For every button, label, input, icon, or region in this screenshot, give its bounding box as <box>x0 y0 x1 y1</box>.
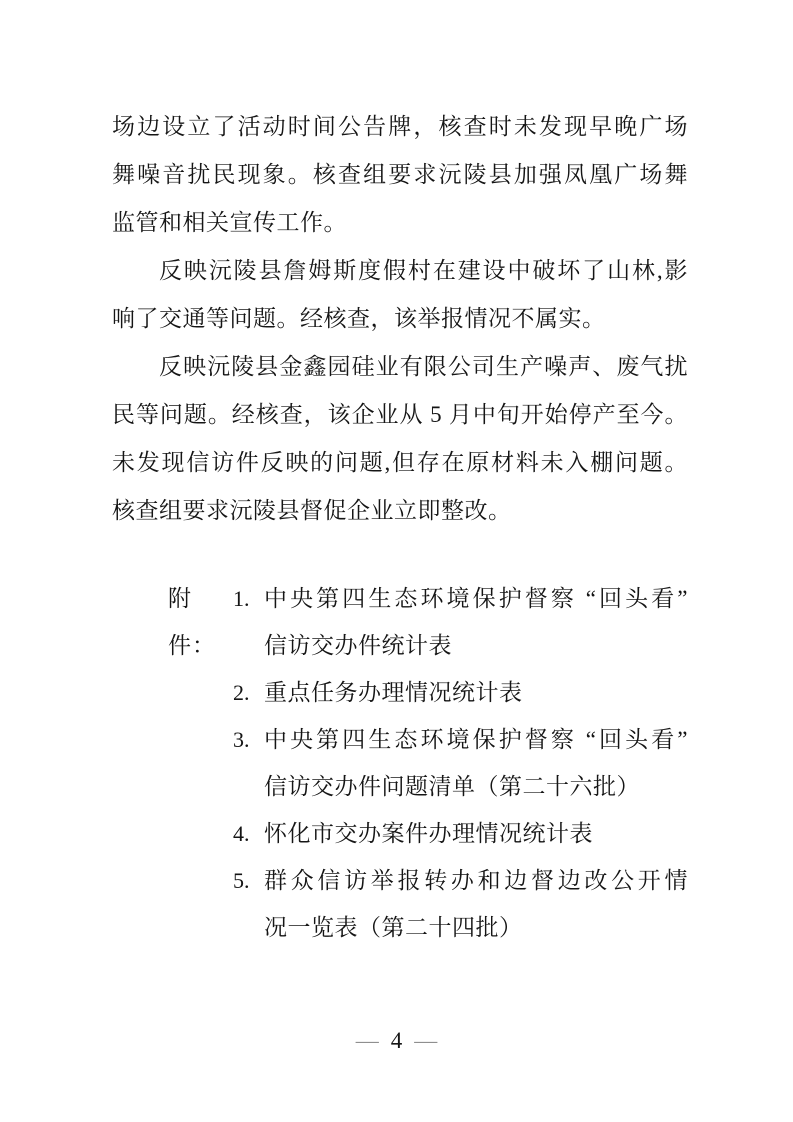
body-line: 监管和相关宣传工作。 <box>112 210 347 235</box>
attachment-number: 2. <box>233 680 250 705</box>
attachment-number: 5. <box>233 868 250 893</box>
body-line: 核查组要求沅陵县督促企业立即整改。 <box>112 498 512 523</box>
paragraph <box>112 103 688 247</box>
attachment-line: 中央第四生态环境保护督察 “回头看” <box>264 586 688 611</box>
page-number: 4 <box>390 1028 403 1053</box>
attachment-title <box>264 575 688 669</box>
paragraph <box>112 247 688 343</box>
body-line: 反映沅陵县詹姆斯度假村在建设中破坏了山林,影 <box>159 258 688 283</box>
body-line: 舞噪音扰民现象。核查组要求沅陵县加强凤凰广场舞 <box>112 162 688 187</box>
body-line: 民等问题。经核查，该企业从 5 月中旬开始停产至今。 <box>112 402 688 427</box>
attachment-line: 信访交办件问题清单（第二十六批） <box>264 774 640 799</box>
body-text <box>112 103 688 535</box>
paragraph <box>112 343 688 535</box>
footer-dash-right: — <box>414 1028 438 1053</box>
attachment-item <box>168 857 688 951</box>
attachment-number: 4. <box>233 821 250 846</box>
attachment-title <box>264 810 688 857</box>
attachment-item <box>168 669 688 716</box>
attachment-item <box>168 716 688 810</box>
attachment-number: 1. <box>233 586 250 611</box>
body-line: 未发现信访件反映的问题,但存在原材料未入棚问题。 <box>112 450 688 475</box>
attachment-item <box>168 810 688 857</box>
attachment-line: 重点任务办理情况统计表 <box>264 680 523 705</box>
body-line: 场边设立了活动时间公告牌，核查时未发现早晚广场 <box>112 114 688 139</box>
attachment-line: 况一览表（第二十四批） <box>264 915 523 940</box>
attachment-title <box>264 857 688 951</box>
footer-dash-left: — <box>355 1028 379 1053</box>
attachments-section <box>168 575 688 951</box>
attachment-title <box>264 669 688 716</box>
attachment-line: 怀化市交办案件办理情况统计表 <box>264 821 593 846</box>
attachment-number: 3. <box>233 727 250 752</box>
attachment-item <box>168 575 688 669</box>
attachment-line: 信访交办件统计表 <box>264 633 452 658</box>
attachment-line: 群众信访举报转办和边督边改公开情 <box>264 868 688 893</box>
attachment-title <box>264 716 688 810</box>
attachments-label: 附件： <box>168 586 216 658</box>
attachment-line: 中央第四生态环境保护督察 “回头看” <box>264 727 688 752</box>
body-line: 响了交通等问题。经核查，该举报情况不属实。 <box>112 306 606 331</box>
page-footer <box>0 1026 793 1056</box>
body-line: 反映沅陵县金鑫园硅业有限公司生产噪声、废气扰 <box>159 354 688 379</box>
